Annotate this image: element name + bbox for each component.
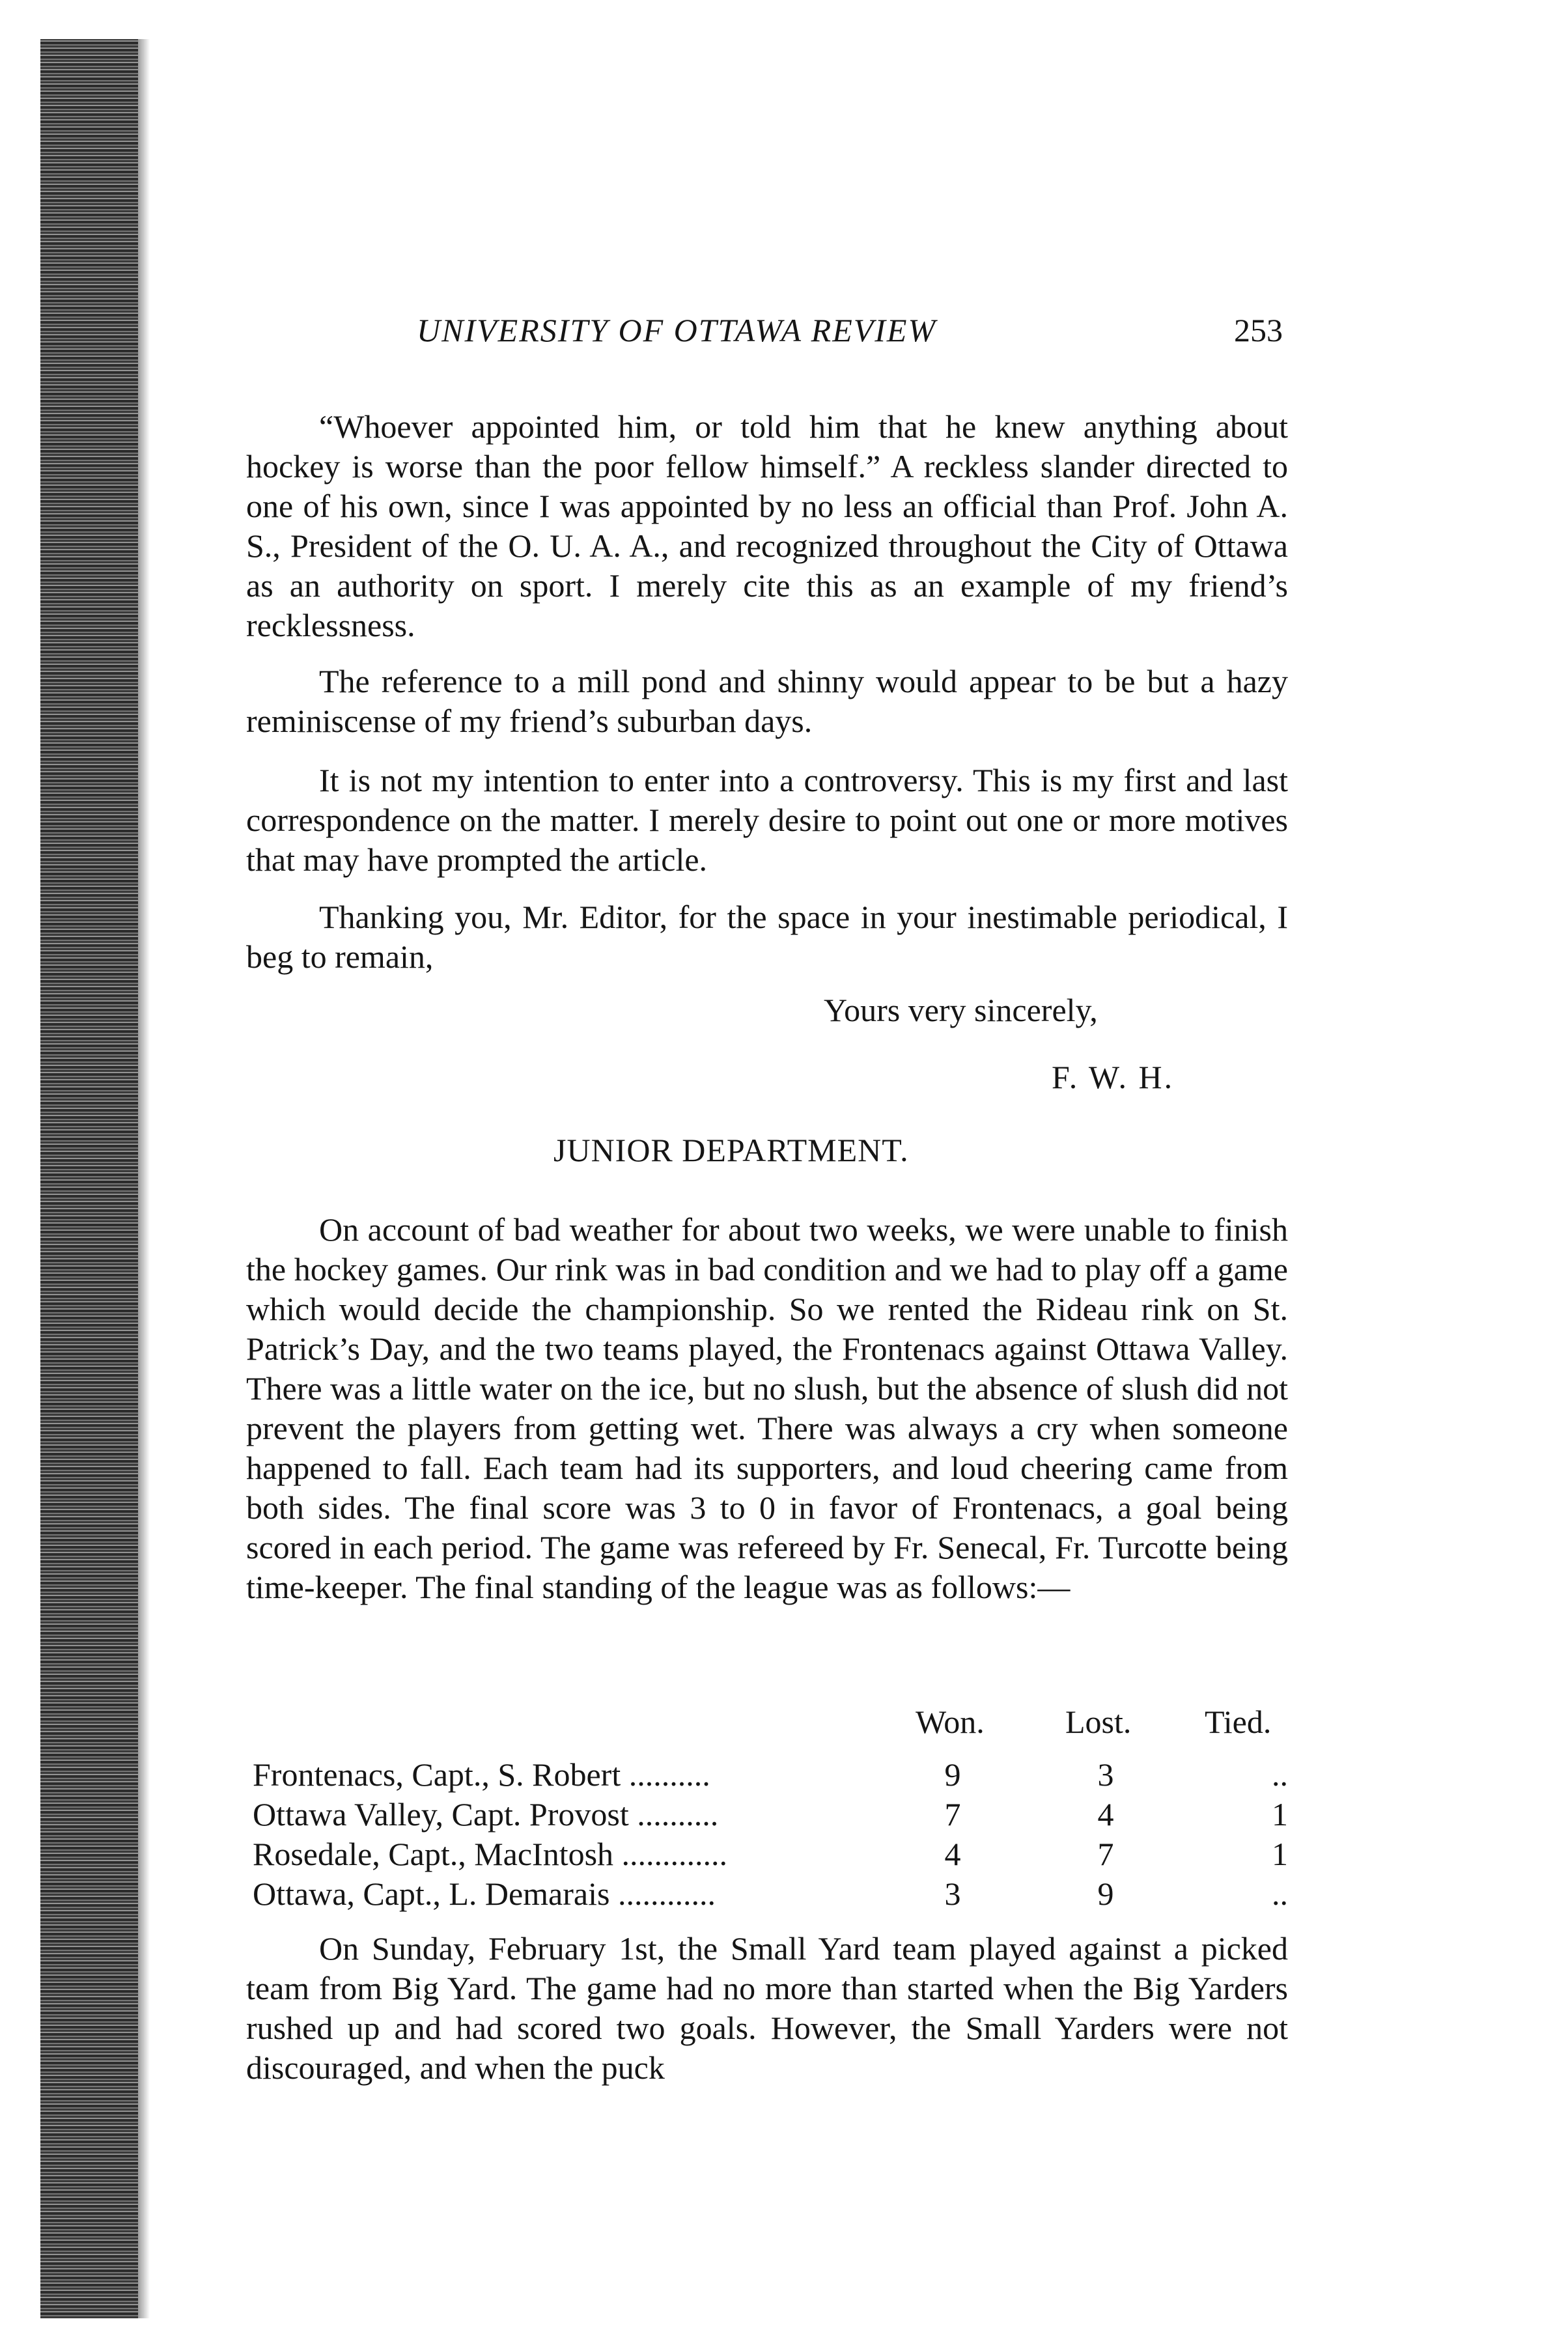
lost-cell: 9 [1097,1875,1114,1912]
paragraph-text: On Sunday, February 1st, the Small Yard team played against a picked team from Big Yard. The game had no more than started when the Big Yarders rushed up and had scored two goals. However, the Small Yarders were not discouraged, and when the puck [246,1930,1288,2086]
running-head [417,311,1283,363]
paragraph-text: It is not my intention to enter into a controversy. This is my first and last correspondence on the matter. I merely desire to point out one or more motives that may have prompted the article. [246,762,1288,878]
small-yard-paragraph [246,1929,1288,2088]
junior-paragraph [246,1210,1288,1607]
running-title: UNIVERSITY OF OTTAWA REVIEW [417,312,937,348]
standings-header [253,1703,1288,1743]
table-row [253,1875,1288,1915]
won-cell: 3 [944,1875,961,1912]
table-row [253,1835,1288,1875]
paragraph-text: The reference to a mill pond and shinny would appear to be but a hazy reminiscense of my friend’s suburban days. [246,663,1288,739]
lost-cell: 3 [1097,1756,1114,1793]
letter-paragraph-4 [246,897,1288,977]
won-cell: 4 [944,1836,961,1872]
table-row [253,1795,1288,1835]
section-heading: JUNIOR DEPARTMENT. [553,1132,909,1168]
column-header-tied: Tied. [1205,1704,1272,1740]
tied-cell: .. [1272,1875,1288,1912]
standings-table [253,1703,1288,1915]
lost-cell: 4 [1097,1796,1114,1832]
letter-paragraph-3 [246,761,1288,880]
column-header-lost: Lost. [1065,1704,1132,1740]
column-header-won: Won. [916,1704,985,1740]
tied-cell: .. [1272,1756,1288,1793]
paragraph-text: On account of bad weather for about two weeks, we were unable to finish the hockey games. Our rink was in bad condition and we had to play off a game which would decide the championship. So we rented the Rideau rink on St. Patrick’s Day, and the two teams played, the Frontenacs against Ottawa Valley. There was a little water on the ice, but no slush, but the absence of slush did not prevent the players from getting wet. There was always a cry when someone happened to fall. Each team had its supporters, and loud cheering came from both sides. The final score was 3 to 0 in favor of Frontenacs, a goal being scored in each period. The game was refereed by Fr. Senecal, Fr. Turcotte being time-keeper. The final standing of the league was as follows:— [246,1211,1288,1605]
team-cell: Rosedale, Capt., MacIntosh ............. [253,1836,728,1872]
paragraph-text: Thanking you, Mr. Editor, for the space in your inestimable periodical, I beg to remain, [246,899,1288,975]
letter-signature: F. W. H. [1052,1059,1175,1095]
team-cell: Ottawa, Capt., L. Demarais ............ [253,1875,716,1912]
won-cell: 9 [944,1756,961,1793]
tied-cell: 1 [1272,1836,1288,1872]
page-number: 253 [1234,312,1283,348]
team-cell: Frontenacs, Capt., S. Robert .......... [253,1756,710,1793]
paragraph-text: “Whoever appointed him, or told him that he knew anything about hockey is worse than the poor fellow himself.” A reckless slander directed to one of his own, since I was appointed by no less an official than Prof. John A. S., President of the O. U. A. A., and recognized throughout the City of Ottawa as an authority on sport. I merely cite this as an example of my friend’s recklessness. [246,408,1288,643]
letter-closing: Yours very sincerely, [824,992,1098,1028]
team-cell: Ottawa Valley, Capt. Provost .......... [253,1796,719,1832]
letter-paragraph-2 [246,662,1288,741]
lost-cell: 7 [1097,1836,1114,1872]
tied-cell: 1 [1272,1796,1288,1832]
binding-edge [40,39,138,2318]
letter-paragraph-1 [246,407,1288,645]
table-row [253,1756,1288,1795]
won-cell: 7 [944,1796,961,1832]
